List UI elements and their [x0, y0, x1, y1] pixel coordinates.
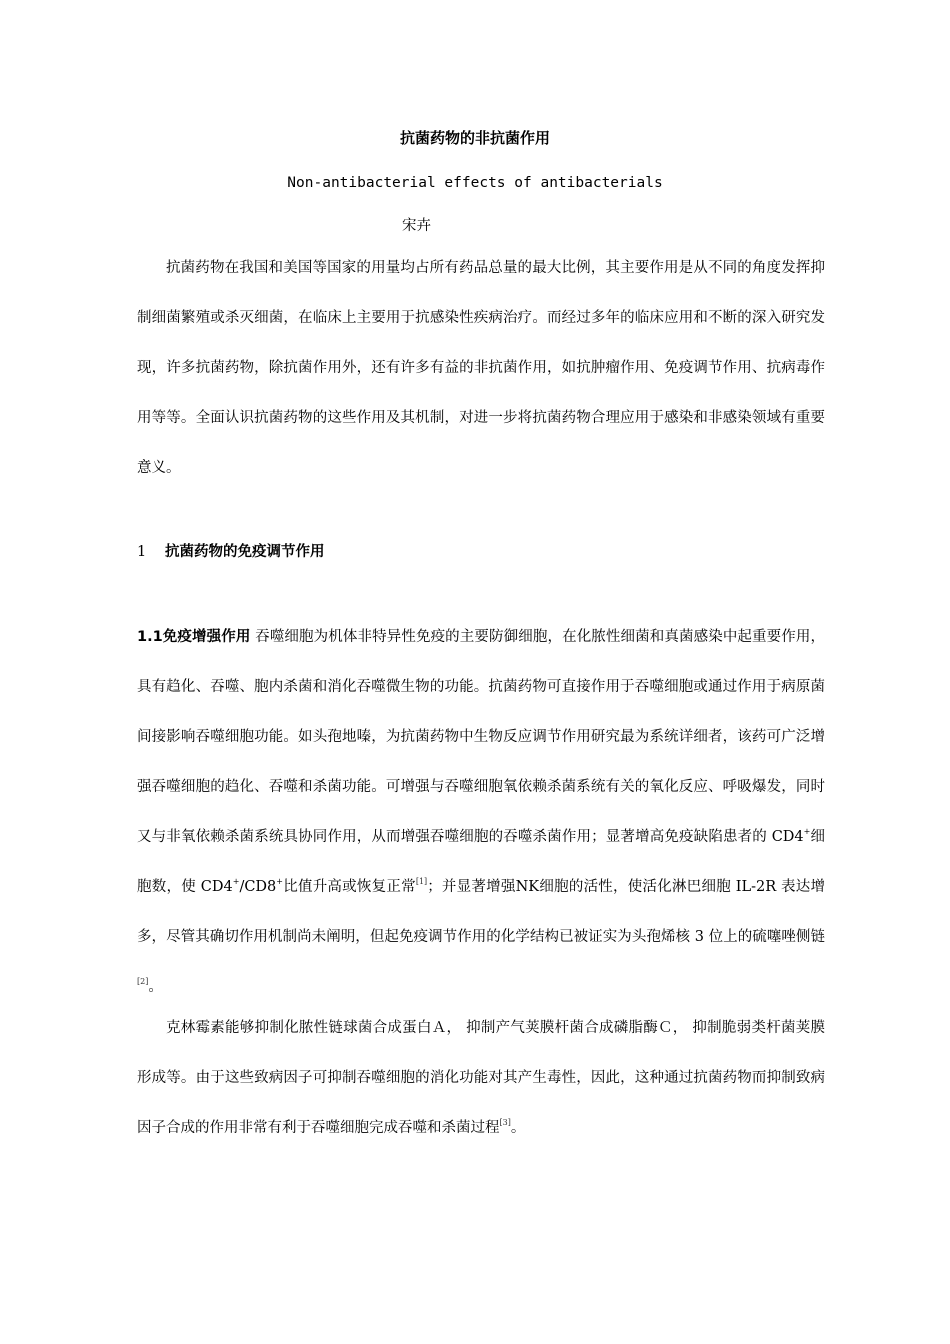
paragraph-text: /CD8 [239, 879, 277, 895]
abstract-paragraph: 抗菌药物在我国和美国等国家的用量均占所有药品总量的最大比例，其主要作用是从不同的角度发挥抑制细菌繁殖或杀灭细菌，在临床上主要用于抗感染性疾病治疗。而经过多年的临床应用和不断的深入研究发现，许多抗菌药物，除抗菌作用外，还有许多有益的非抗菌作用，如抗肿瘤作用、免疫调节作用、抗病毒作用等等。全面认识抗菌药物的这些作用及其机制，对进一步将抗菌药物合理应用于感染和非感染领域有重要意义。 [137, 260, 825, 476]
paper-title-chinese: 抗菌药物的非抗菌作用 [399, 129, 550, 147]
paper-title-english: Non-antibacterial effects of antibacterials [287, 175, 663, 191]
section-number: 1 [137, 544, 147, 560]
paragraph-text: 比值升高或恢复正常 [282, 879, 416, 895]
section-title: 抗菌药物的免疫调节作用 [165, 544, 325, 560]
clindamycin-paragraph [137, 1003, 825, 1153]
section-heading-1 [137, 540, 325, 564]
paragraph-text: 吞噬细胞为机体非特异性免疫的主要防御细胞，在化脓性细菌和真菌感染中起重要作用，具有趋化、吞噬、胞内杀菌和消化吞噬微生物的功能。抗菌药物可直接作用于吞噬细胞或通过作用于病原菌间接影响吞噬细胞功能。如头孢地嗪，为抗菌药物中生物反应调节作用研究最为系统详细者，该药可广泛增强吞噬细胞的趋化、吞噬和杀菌功能。可增强与吞噬细胞氧依赖杀菌系统有关的氧化反应、呼吸爆发，同时又与非氧依赖杀菌系统具协同作用，从而增强吞噬细胞的吞噬杀菌作用；显著增高免疫缺陷患者的 CD4 [137, 629, 826, 845]
citation-1: [1] [415, 877, 428, 886]
citation-3: [3] [499, 1118, 511, 1127]
paragraph-text: 细胞数，使 CD4 [137, 829, 825, 895]
superscript: + [803, 827, 811, 836]
citation-2: [2] [137, 977, 149, 986]
section-1-1-paragraph [137, 612, 825, 1012]
subsection-heading: 1.1免疫增强作用 [137, 629, 251, 645]
superscript: + [232, 877, 240, 886]
author-name: 宋卉 [402, 218, 431, 234]
paragraph-text: 。 [510, 1120, 526, 1136]
paragraph-text: 。 [148, 979, 163, 995]
paragraph-text: 克林霉素能够抑制化脓性链球菌合成蛋白Ａ， 抑制产气荚膜杆菌合成磷脂酶Ｃ， 抑制脆弱类杆菌荚膜形成等。由于这些致病因子可抑制吞噬细胞的消化功能对其产生毒性，因此，这种通过抗菌药物而抑制致病因子合成的作用非常有利于吞噬细胞完成吞噬和杀菌过程 [137, 1020, 825, 1136]
superscript: + [276, 877, 283, 886]
paragraph-text: ；并显著增强NK细胞的活性，使活化淋巴细胞 IL-2R 表达增多，尽管其确切作用机制尚未阐明，但起免疫调节作用的化学结构已被证实为头孢烯核 3 位上的硫噻唑侧链 [137, 879, 825, 945]
